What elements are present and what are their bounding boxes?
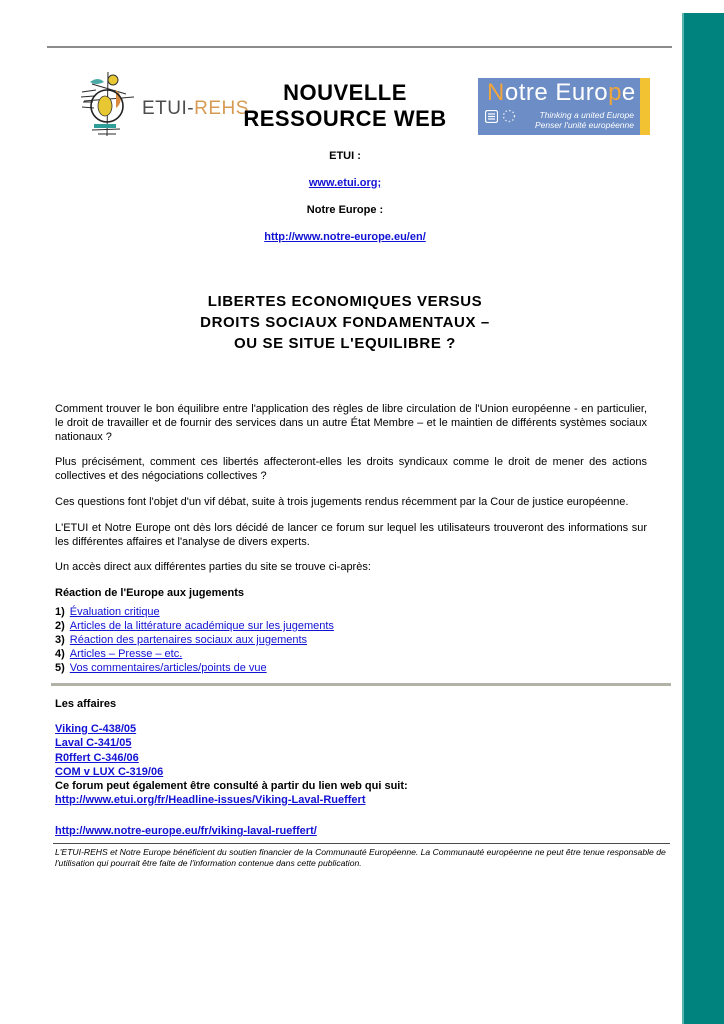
paragraph-equilibre: Comment trouver le bon équilibre entre l'application des règles de libre circulation de l'Union européenne - en particulier, le droit de travailler et de fournir des services dans un autre État Membre – et le maintien de différents systèmes sociaux nationaux ?	[55, 403, 647, 443]
wordmark-otre-euro: otre Euro	[504, 79, 609, 106]
affaires-link-list	[55, 722, 647, 780]
list-item	[55, 765, 647, 780]
background-band	[682, 13, 724, 1024]
tagline-en: Thinking a united Europe	[539, 110, 634, 120]
reaction-link-list	[55, 605, 647, 675]
reaction-heading: Réaction de l'Europe aux jugements	[55, 587, 245, 600]
paragraph-forum: L'ETUI et Notre Europe ont dès lors décidé de lancer ce forum sur lequel les utilisateurs trouveront des informations sur les différentes affaires et l'analyse de divers experts.	[55, 521, 647, 548]
item-number: 1)	[55, 605, 65, 618]
link-vos-commentaires[interactable]: Vos commentaires/articles/points de vue	[69, 661, 267, 674]
list-item	[55, 605, 647, 619]
stars-circle-icon	[502, 109, 516, 128]
link-laval-case[interactable]: Laval C-341/05	[55, 737, 132, 750]
wordmark-e: e	[621, 79, 636, 106]
paragraph-libertes: Plus précisément, comment ces libertés affecteront-elles les droits syndicaux comme le droit de mener des actions collectives et des négociations collectives ?	[55, 456, 647, 483]
link-articles-presse[interactable]: Articles – Presse – etc.	[69, 647, 183, 660]
link-evaluation-critique[interactable]: Évaluation critique	[69, 605, 160, 618]
link-viking-case[interactable]: Viking C-438/05	[55, 722, 137, 735]
link-etui-forum[interactable]: http://www.etui.org/fr/Headline-issues/Viking-Laval-Rueffert	[55, 793, 366, 806]
etui-sketch-logo-icon	[80, 70, 138, 147]
intro-links	[47, 150, 643, 258]
wordmark-p: p	[608, 79, 622, 106]
notre-europe-website-link[interactable]: http://www.notre-europe.eu/en/	[264, 231, 426, 243]
notre-europe-label: Notre Europe :	[306, 204, 384, 216]
link-rueffert-case[interactable]: R0ffert C-346/06	[55, 751, 139, 764]
document-title-line2: DROITS SOCIAUX FONDAMENTAUX –	[200, 314, 490, 331]
page-title	[200, 80, 490, 132]
header	[0, 68, 682, 153]
list-item	[55, 661, 647, 675]
list-item	[55, 751, 647, 766]
list-item	[55, 647, 647, 661]
item-number: 3)	[55, 633, 65, 646]
link-com-v-lux-case[interactable]: COM v LUX C-319/06	[55, 766, 164, 779]
link-articles-litterature[interactable]: Articles de la littérature académique sur les jugements	[69, 619, 334, 632]
header-rule	[47, 46, 672, 48]
etui-label: ETUI :	[329, 150, 361, 162]
list-item	[55, 736, 647, 751]
item-number: 4)	[55, 647, 65, 660]
forum-intro: Ce forum peut également être consulté à partir du lien web qui suit:	[55, 779, 408, 792]
link-notre-europe-forum[interactable]: http://www.notre-europe.eu/fr/viking-laval-rueffert/	[55, 825, 317, 838]
spacer	[55, 807, 647, 825]
list-item	[55, 633, 647, 647]
document-title	[47, 291, 643, 354]
section-separator	[51, 683, 671, 686]
logo-taglines	[535, 110, 634, 130]
page-title-line2: RESSOURCE WEB	[243, 106, 447, 131]
paragraph-questions: Ces questions font l'objet d'un vif débat, suite à trois jugements rendus récemment par la Cour de justice européenne.	[55, 495, 629, 508]
etui-wordmark-gray: ETUI-	[142, 97, 195, 119]
etui-wordmark-orange: REHS	[194, 97, 249, 119]
footnote-rule	[53, 843, 670, 844]
etui-website-link[interactable]: www.etui.org;	[308, 177, 382, 189]
logo-yellow-stripe	[640, 78, 650, 135]
wordmark-n: N	[487, 79, 505, 106]
paragraph-acces: Un accès direct aux différentes parties du site se trouve ci-après:	[55, 561, 371, 574]
list-item	[55, 722, 647, 737]
tagline-fr: Penser l'unité européenne	[535, 120, 634, 130]
page-title-line1: NOUVELLE	[283, 80, 407, 105]
book-icon	[485, 110, 498, 128]
body-text	[55, 403, 666, 868]
logo-mini-icons	[485, 109, 516, 128]
document-title-line3: OU SE SITUE L'EQUILIBRE ?	[234, 335, 456, 352]
document-title-line1: LIBERTES ECONOMIQUES VERSUS	[207, 293, 483, 310]
item-number: 5)	[55, 661, 65, 674]
item-number: 2)	[55, 619, 65, 632]
notre-europe-wordmark	[487, 79, 636, 107]
footnote-text: L'ETUI-REHS et Notre Europe bénéficient du soutien financier de la Communauté Européenne. La Communauté européenne ne peut être tenue responsable de l'utilisation qui pourrait être faite de l'information contenue dans cette publication.	[55, 847, 666, 868]
list-item	[55, 619, 647, 633]
link-reaction-partenaires[interactable]: Réaction des partenaires sociaux aux jugements	[69, 633, 308, 646]
affaires-heading: Les affaires	[55, 697, 117, 710]
notre-europe-logo	[478, 78, 650, 135]
